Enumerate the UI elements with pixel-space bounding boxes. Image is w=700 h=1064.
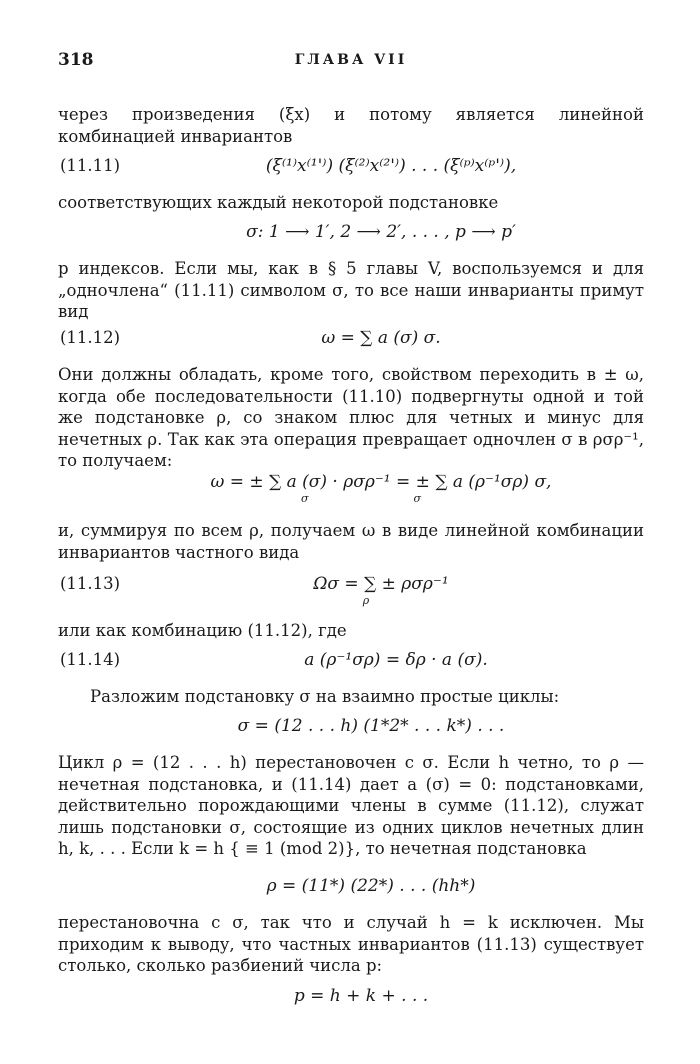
equation-body: Ωσ = ∑ ± ρσρ⁻¹ [313,574,449,594]
equation-body: ω = ∑ a (σ) σ. [321,328,441,348]
paragraph-5: и, суммируя по всем ρ, получаем ω в виде линейной комбинации инвариантов частного вида [58,521,644,562]
summation-subscript: ρ [362,594,370,607]
equation-cycles [58,716,644,742]
equation-omega-subscripts [58,492,644,506]
equation-body: ω = ± ∑ a (σ) · ρσρ⁻¹ = ± ∑ a (ρ⁻¹σρ) σ, [210,472,552,492]
equation-11-12 [58,328,644,354]
equation-body: ρ = (11*) (22*) . . . (hh*) [266,876,476,896]
page-number: 318 [58,50,94,70]
equation-body: σ = (12 . . . h) (1*2* . . . k*) . . . [237,716,505,736]
equation-label: (11.14) [60,650,121,669]
equation-partition [58,986,644,1012]
chapter-title: ГЛАВА VII [294,52,408,68]
summation-subscripts: σ σ [301,492,421,505]
page-header [58,50,644,74]
paragraph-2: соответствующих каждый некоторой подстановке [58,193,499,212]
paragraph-6: или как комбинацию (11.12), где [58,621,347,640]
paragraph-9: перестановочна с σ, так что и случай h = k исключен. Мы приходим к выводу, что частных инвариантов (11.13) существует столько, сколько разбиений числа p: [58,913,644,975]
equation-body: σ: 1 ⟶ 1′, 2 ⟶ 2′, . . . , p ⟶ p′ [246,222,516,242]
equation-11-14 [58,650,644,676]
paragraph-7: Разложим подстановку σ на взаимно простые циклы: [90,687,560,706]
equation-body: (ξ⁽¹⁾x⁽¹'⁾) (ξ⁽²⁾x⁽²'⁾) . . . (ξ⁽ᵖ⁾x⁽ᵖ'⁾), [265,156,517,176]
paragraph-1: через произведения (ξx) и потому является линейной комбинацией инвариантов [58,105,644,146]
equation-body: p = h + k + . . . [293,986,429,1006]
equation-label: (11.12) [60,328,121,347]
equation-11-13-subscript [58,594,644,608]
equation-rho [58,876,644,902]
paragraph-4: Они должны обладать, кроме того, свойством переходить в ± ω, когда обе последовательности (11.10) подвергнуты одной и той же подстановке ρ, со знаком плюс для четных и минус для нечетных ρ. Так как эта операция превращает одночлен σ в ρσρ⁻¹, то получаем: [58,365,644,470]
paragraph-3: p индексов. Если мы, как в § 5 главы V, воспользуемся и для „одночлена“ (11.11) символом σ, то все наши инварианты примут вид [58,259,644,321]
equation-label: (11.13) [60,574,121,593]
equation-label: (11.11) [60,156,121,175]
equation-sigma-map [58,222,644,248]
paragraph-8: Цикл ρ = (12 . . . h) перестановочен с σ. Если h четно, то ρ — нечетная подстановка, и (11.14) дает a (σ) = 0: подстановками, действительно порождающими члены в сумме (11.12), служат лишь подстановки σ, состоящие из одних циклов нечетных длин h, k, . . . Если k = h { ≡ 1 (mod 2)}, то нечетная подстановка [58,753,644,858]
equation-11-11 [58,156,644,182]
equation-body: a (ρ⁻¹σρ) = δρ · a (σ). [304,650,488,670]
